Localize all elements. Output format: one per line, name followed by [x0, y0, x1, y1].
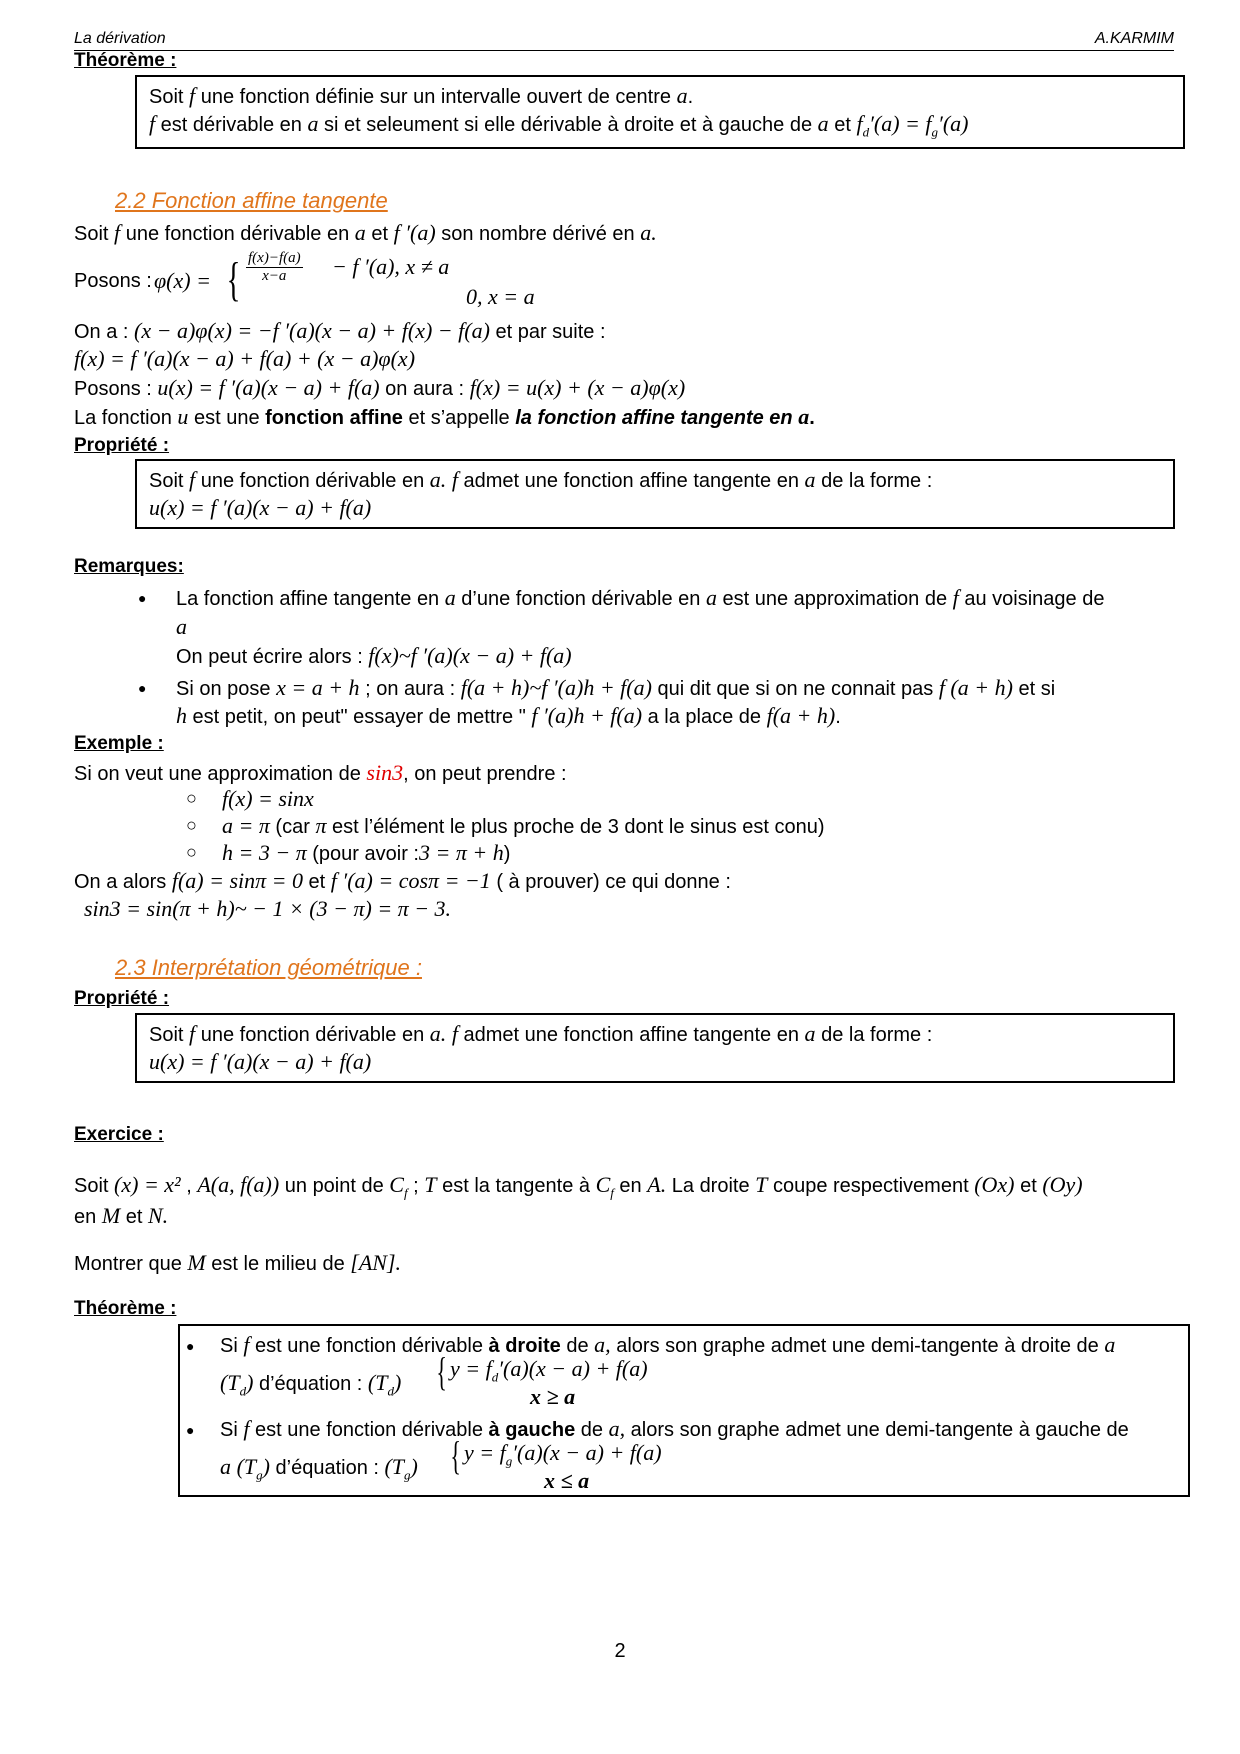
text-line: La fonction u est une fonction affine et s’appelle la fonction affine tangente en a. [74, 404, 815, 429]
page-header [74, 30, 1174, 51]
theorem-label: Théorème : [74, 50, 177, 71]
remark-1-line1: La fonction affine tangente en a d’une fonction dérivable en a est une approximation de f au voisinage de [176, 585, 1105, 610]
exercise-label: Exercice : [74, 1124, 164, 1145]
section-title-2-2: 2.2 Fonction affine tangente [115, 188, 388, 213]
circle-bullet-icon: ○ [186, 842, 197, 862]
system-cond: x ≤ a [544, 1468, 590, 1493]
equation-line: f(x) = f ′(a)(x − a) + f(a) + (x − a)φ(x) [74, 346, 416, 371]
property-line1: Soit f une fonction dérivable en a. f admet une fonction affine tangente en a de la forme : [149, 1021, 933, 1046]
example-item: h = 3 − π (pour avoir :3 = π + h) [222, 840, 511, 865]
exercise-line3: Montrer que M est le milieu de [AN]. [74, 1250, 402, 1275]
remark-1-line3: On peut écrire alors : f(x)~f ′(a)(x − a) + f(a) [176, 643, 572, 668]
theorem-line1: Soit f une fonction définie sur un intervalle ouvert de centre a. [149, 83, 694, 108]
example-item: f(x) = sinx [222, 786, 314, 811]
theorem-label: Théorème : [74, 1298, 177, 1319]
text-line: On a : (x − a)φ(x) = −f ′(a)(x − a) + f(x) − f(a) et par suite : [74, 318, 606, 343]
bullet-icon: ● [186, 1422, 195, 1438]
section-title-2-3: 2.3 Interprétation géométrique : [115, 955, 422, 980]
text-line: Soit f une fonction dérivable en a et f ′(a) son nombre dérivé en a. [74, 220, 657, 245]
remark-2-line2: h est petit, on peut" essayer de mettre " f ′(a)h + f(a) a la place de f(a + h). [176, 703, 841, 728]
remarks-label: Remarques: [74, 556, 184, 577]
property-line2: u(x) = f ′(a)(x − a) + f(a) [149, 495, 372, 520]
theorem-item-right: Si f est une fonction dérivable à droite de a, alors son graphe admet une demi-tangente à droite de a [220, 1332, 1116, 1357]
header-author: A.KARMIM [1094, 30, 1174, 47]
theorem-box: ● Si f est une fonction dérivable à droite de a, alors son graphe admet une demi-tangente à droite de a $(T_d)$ d’équation : $(T_d)$ { $y = f_d'(a)(x - a) + f(a)$ x ≥ a ● Si f est une fonction dérivable à gauche de a, alors son graphe admet une demi-tangente à gauche de a $(T_g)$ d’équation : $(T_g)$ { $y = f_g'(a)(x - a) + f(a)$ x ≤ a [178, 1324, 1190, 1497]
circle-bullet-icon: ○ [186, 815, 197, 835]
example-item: a = π (car π est l’élément le plus proche de 3 dont le sinus est conu) [222, 813, 825, 838]
example-result: sin3 = sin(π + h)~ − 1 × (3 − π) = π − 3. [84, 896, 452, 921]
example-label: Exemple : [74, 733, 164, 754]
example-intro: Si on veut une approximation de sin3, on peut prendre : [74, 760, 567, 785]
system-eq: $y = f_d'(a)(x - a) + f(a)$ [450, 1356, 648, 1385]
bullet-icon: ● [138, 590, 147, 606]
bullet-icon: ● [186, 1338, 195, 1354]
property-label: Propriété : [74, 988, 170, 1009]
property-line2: u(x) = f ′(a)(x − a) + f(a) [149, 1049, 372, 1074]
theorem-item-left-eq: a $(T_g)$ d’équation : $(T_g)$ [220, 1454, 418, 1483]
property-box [135, 1013, 1175, 1083]
page-number: 2 [614, 1640, 626, 1662]
exercise-line2: en M et N. [74, 1203, 169, 1228]
property-line1: Soit f une fonction dérivable en a. f admet une fonction affine tangente en a de la forme : [149, 467, 933, 492]
theorem-box [135, 75, 1185, 149]
theorem-item-right-eq: $(T_d)$ d’équation : $(T_d)$ [220, 1370, 402, 1399]
example-conclusion: On a alors f(a) = sinπ = 0 et f ′(a) = cosπ = −1 ( à prouver) ce qui donne : [74, 868, 731, 893]
property-label: Propriété : [74, 435, 170, 456]
circle-bullet-icon: ○ [186, 788, 197, 808]
system-eq: $y = f_g'(a)(x - a) + f(a)$ [464, 1440, 662, 1469]
header-title: La dérivation [74, 30, 166, 47]
exercise-line1: Soit (x) = x² , A(a, f(a)) un point de $C_f$ ; T est la tangente à $C_f$ en A. La droite T coupe respectivement (Ox) et (Oy) [74, 1172, 1083, 1201]
remark-1-line2: a [176, 614, 187, 639]
bullet-icon: ● [138, 680, 147, 696]
property-box [135, 459, 1175, 529]
theorem-item-left: Si f est une fonction dérivable à gauche de a, alors son graphe admet une demi-tangente à gauche de [220, 1416, 1129, 1441]
system-cond: x ≥ a [530, 1384, 576, 1409]
text-line: Posons : u(x) = f ′(a)(x − a) + f(a) on aura : f(x) = u(x) + (x − a)φ(x) [74, 375, 686, 400]
remark-2-line1: Si on pose x = a + h ; on aura : f(a + h)~f ′(a)h + f(a) qui dit que si on ne connait pas f (a + h) et si [176, 675, 1056, 700]
theorem-line2: f est dérivable en a si et seleument si elle dérivable à droite et à gauche de a et $f_d'(a) = f_g'(a)$ [149, 111, 969, 140]
